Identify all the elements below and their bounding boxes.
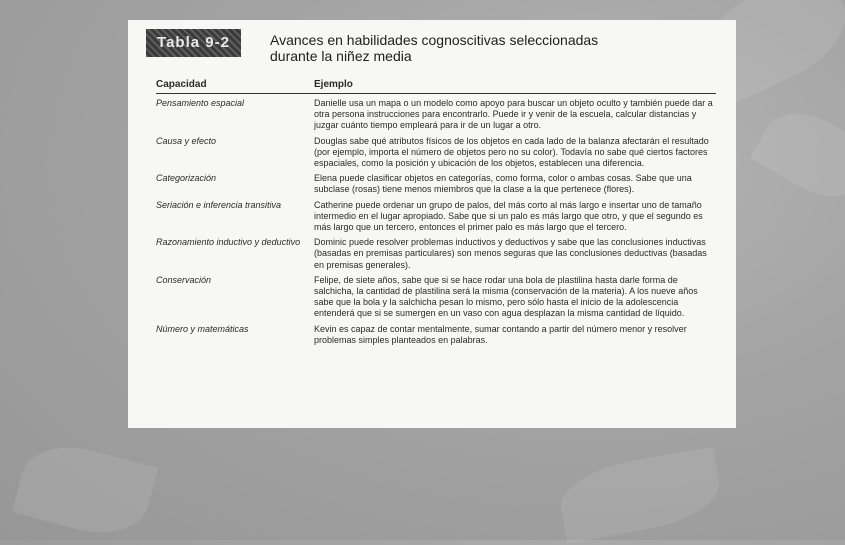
column-headers [156, 72, 716, 94]
row-example: Douglas sabe qué atributos físicos de los objetos en cada lado de la balanza afectarán el resultado (por ejemplo, importa el número de objetos pero no su color). Todavía no sabe qué ciertos factores espaciales, como la posición y ubicación de los objetos, establecen una diferencia. [314, 135, 709, 169]
row-capacity: Categorización [156, 173, 217, 184]
table-body [156, 98, 716, 346]
row-capacity: Conservación [156, 274, 212, 285]
row-example: Danielle usa un mapa o un modelo como apoyo para buscar un objeto oculto y también puede dar a otra persona instrucciones para encontrarlo. Puede ir y venir de la escuela, calcular distancias y juzgar cuánto tiempo empleará para ir de un lugar a otro. [314, 98, 713, 131]
column-header-capacity: Capacidad [156, 79, 207, 90]
table-row [156, 324, 716, 346]
row-example: Catherine puede ordenar un grupo de palos, del más corto al más largo e insertar uno de tamaño intermedio en el lugar apropiado. Sabe que si un palo es más largo que otro, y que el segundo es más largo que un tercero, entonces el primer palo es más largo que el tercero. [314, 199, 703, 233]
row-capacity: Número y matemáticas [156, 323, 249, 334]
row-capacity: Razonamiento inductivo y deductivo [156, 237, 301, 248]
background-leaf-decoration [555, 447, 725, 544]
row-capacity: Seriación e inferencia transitiva [156, 199, 282, 210]
table-number-badge: Tabla 9-2 [146, 29, 241, 57]
row-capacity: Causa y efecto [156, 135, 217, 146]
table-row [156, 275, 716, 320]
row-example: Elena puede clasificar objetos en categorías, como forma, color o ambas cosas. Sabe que una subclase (rosas) tiene menos miembros que la clase a la que pertenece (flores). [314, 173, 692, 195]
table-row [156, 98, 716, 132]
row-example: Felipe, de siete años, sabe que si se hace rodar una bola de plastilina hasta darle forma de salchicha, la cantidad de plastilina será la misma (conservación de la materia). A los nueve años sabe que la bola y la salchicha pesan lo mismo, pero sólo hasta el inicio de la adolescencia entenderá que si se sumergen en un vaso con agua desplazan la misma cantidad de líquido. [314, 274, 698, 319]
table-title-line-2: durante la niñez media [270, 48, 412, 64]
background-leaf-decoration [750, 97, 845, 213]
table-header [156, 20, 716, 72]
table-title-line-1: Avances en habilidades cognoscitivas seleccionadas [270, 32, 599, 48]
table-row [156, 173, 716, 195]
row-example: Kevin es capaz de contar mentalmente, sumar contando a partir del número menor y resolver problemas simples planteados en palabras. [314, 323, 687, 345]
table-row [156, 136, 716, 170]
table-row [156, 237, 716, 271]
column-header-example: Ejemplo [314, 79, 353, 90]
background-leaf-decoration [12, 435, 158, 545]
table-page [128, 20, 736, 428]
table-row [156, 200, 716, 234]
row-example: Dominic puede resolver problemas inductivos y deductivos y sabe que las conclusiones inductivas (basadas en premisas particulares) son menos seguras que las conclusiones deductivas (basadas en premisas generales). [314, 237, 707, 270]
table-title [270, 32, 598, 64]
row-capacity: Pensamiento espacial [156, 98, 245, 108]
